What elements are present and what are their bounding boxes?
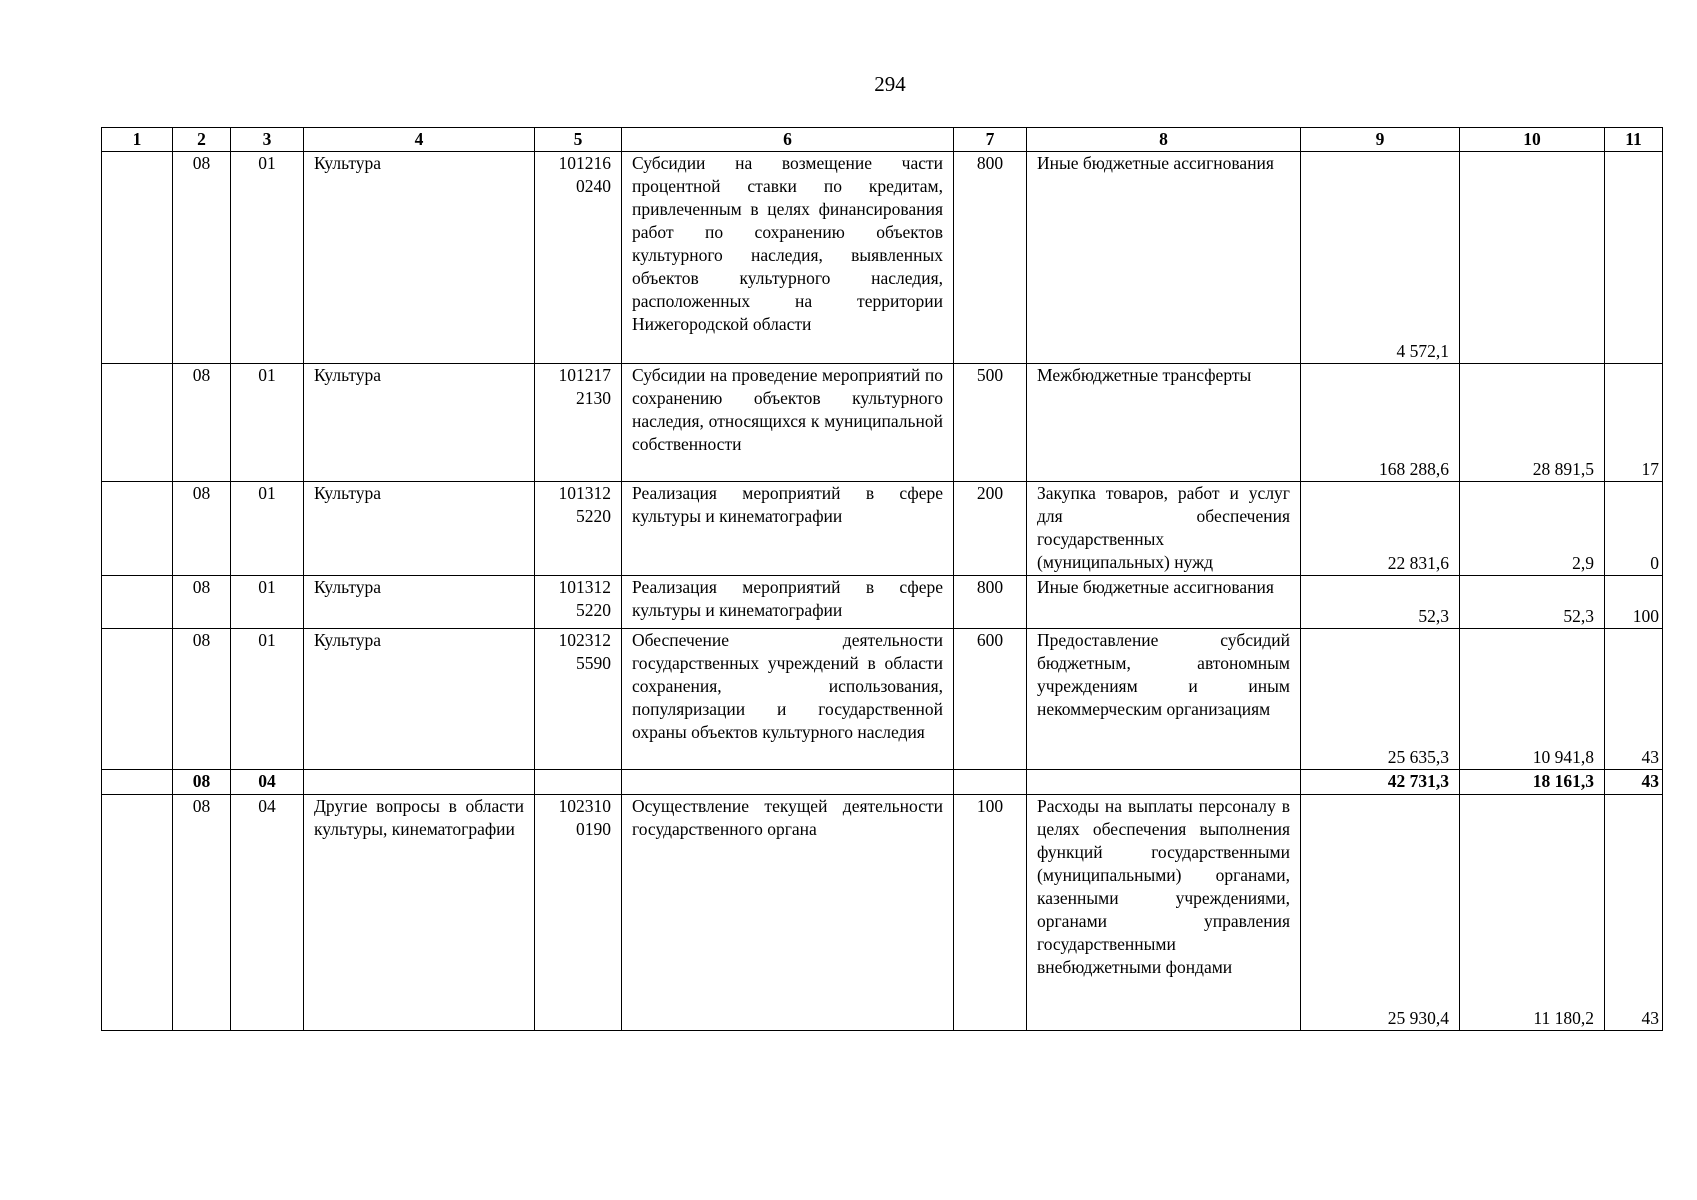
column-header: 5: [535, 128, 622, 152]
article-name: Осуществление текущей деятельности государственного органа: [622, 795, 954, 1031]
cell: [102, 576, 173, 629]
article-name: Реализация мероприятий в сфере культуры и кинематографии: [622, 482, 954, 576]
cell: [102, 629, 173, 770]
amount-planned: 4 572,1: [1301, 152, 1460, 364]
page-number: 294: [874, 72, 906, 96]
expense-type-name: Расходы на выплаты персоналу в целях обеспечения выполнения функций государственными (муниципальными) органами, казенными учреждениями, органами управления государственными внебюджетными фондами: [1027, 795, 1301, 1031]
section-code: 08: [173, 795, 231, 1031]
subsection-name: Культура: [304, 576, 535, 629]
target-article: 102310 0190: [535, 795, 622, 1031]
subsection-name: Культура: [304, 364, 535, 482]
expense-type-name: Предоставление субсидий бюджетным, автономным учреждениям и иным некоммерческим организациям: [1027, 629, 1301, 770]
table-row: [102, 629, 1663, 770]
subsection-name: Культура: [304, 152, 535, 364]
expense-type-code: 800: [954, 152, 1027, 364]
expense-type-code: 600: [954, 629, 1027, 770]
section-code: 08: [173, 364, 231, 482]
amount-executed: 52,3: [1460, 576, 1605, 629]
header-row: [102, 128, 1663, 152]
column-header: 11: [1605, 128, 1663, 152]
section-code: 08: [173, 152, 231, 364]
expense-type-code: [954, 770, 1027, 795]
amount-executed: 28 891,5: [1460, 364, 1605, 482]
percent-executed: 17: [1605, 364, 1663, 482]
article-name: Реализация мероприятий в сфере культуры и кинематографии: [622, 576, 954, 629]
expense-type-code: 800: [954, 576, 1027, 629]
subsection-code: 01: [231, 576, 304, 629]
column-header: 10: [1460, 128, 1605, 152]
expense-type-code: 200: [954, 482, 1027, 576]
section-code: 08: [173, 770, 231, 795]
amount-executed: 10 941,8: [1460, 629, 1605, 770]
cell: [102, 152, 173, 364]
percent-executed: 43: [1605, 795, 1663, 1031]
target-article: 101217 2130: [535, 364, 622, 482]
subsection-name: Другие вопросы в области культуры, кинематографии: [304, 795, 535, 1031]
expense-type-name: Межбюджетные трансферты: [1027, 364, 1301, 482]
table-row: [102, 795, 1663, 1031]
section-code: 08: [173, 482, 231, 576]
target-article: 101312 5220: [535, 482, 622, 576]
article-name: Субсидии на возмещение части процентной ставки по кредитам, привлеченным в целях финансирования работ по сохранению объектов культурного наследия, выявленных объектов культурного наследия, расположенных на территории Нижегородской области: [622, 152, 954, 364]
budget-table: [101, 127, 1663, 1031]
amount-planned: 22 831,6: [1301, 482, 1460, 576]
subsection-code: 01: [231, 482, 304, 576]
expense-type-name: Иные бюджетные ассигнования: [1027, 152, 1301, 364]
subsection-code: 01: [231, 152, 304, 364]
cell: [102, 364, 173, 482]
column-header: 4: [304, 128, 535, 152]
amount-executed: 2,9: [1460, 482, 1605, 576]
section-code: 08: [173, 629, 231, 770]
table-row: [102, 576, 1663, 629]
target-article: 101216 0240: [535, 152, 622, 364]
column-header: 6: [622, 128, 954, 152]
column-header: 9: [1301, 128, 1460, 152]
article-name: [622, 770, 954, 795]
percent-executed: 43: [1605, 770, 1663, 795]
amount-executed: 11 180,2: [1460, 795, 1605, 1031]
article-name: Обеспечение деятельности государственных учреждений в области сохранения, использования, популяризации и государственной охраны объектов культурного наследия: [622, 629, 954, 770]
column-header: 2: [173, 128, 231, 152]
subsection-name: Культура: [304, 629, 535, 770]
target-article: [535, 770, 622, 795]
expense-type-name: Закупка товаров, работ и услуг для обеспечения государственных (муниципальных) нужд: [1027, 482, 1301, 576]
expense-type-name: Иные бюджетные ассигнования: [1027, 576, 1301, 629]
percent-executed: [1605, 152, 1663, 364]
amount-planned: 25 635,3: [1301, 629, 1460, 770]
amount-planned: 25 930,4: [1301, 795, 1460, 1031]
target-article: 102312 5590: [535, 629, 622, 770]
amount-planned: 52,3: [1301, 576, 1460, 629]
section-code: 08: [173, 576, 231, 629]
expense-type-code: 100: [954, 795, 1027, 1031]
cell: [102, 770, 173, 795]
subtotal-row: [102, 770, 1663, 795]
column-header: 3: [231, 128, 304, 152]
cell: [102, 795, 173, 1031]
subsection-code: 04: [231, 795, 304, 1031]
article-name: Субсидии на проведение мероприятий по сохранению объектов культурного наследия, относящихся к муниципальной собственности: [622, 364, 954, 482]
amount-executed: 18 161,3: [1460, 770, 1605, 795]
subsection-code: 01: [231, 364, 304, 482]
target-article: 101312 5220: [535, 576, 622, 629]
cell: [102, 482, 173, 576]
table-row: [102, 364, 1663, 482]
column-header: 7: [954, 128, 1027, 152]
subsection-name: [304, 770, 535, 795]
table-row: [102, 152, 1663, 364]
percent-executed: 0: [1605, 482, 1663, 576]
subsection-name: Культура: [304, 482, 535, 576]
expense-type-name: [1027, 770, 1301, 795]
expense-type-code: 500: [954, 364, 1027, 482]
subsection-code: 01: [231, 629, 304, 770]
column-header: 1: [102, 128, 173, 152]
amount-planned: 42 731,3: [1301, 770, 1460, 795]
percent-executed: 100: [1605, 576, 1663, 629]
table-row: [102, 482, 1663, 576]
amount-planned: 168 288,6: [1301, 364, 1460, 482]
percent-executed: 43: [1605, 629, 1663, 770]
column-header: 8: [1027, 128, 1301, 152]
amount-executed: [1460, 152, 1605, 364]
subsection-code: 04: [231, 770, 304, 795]
